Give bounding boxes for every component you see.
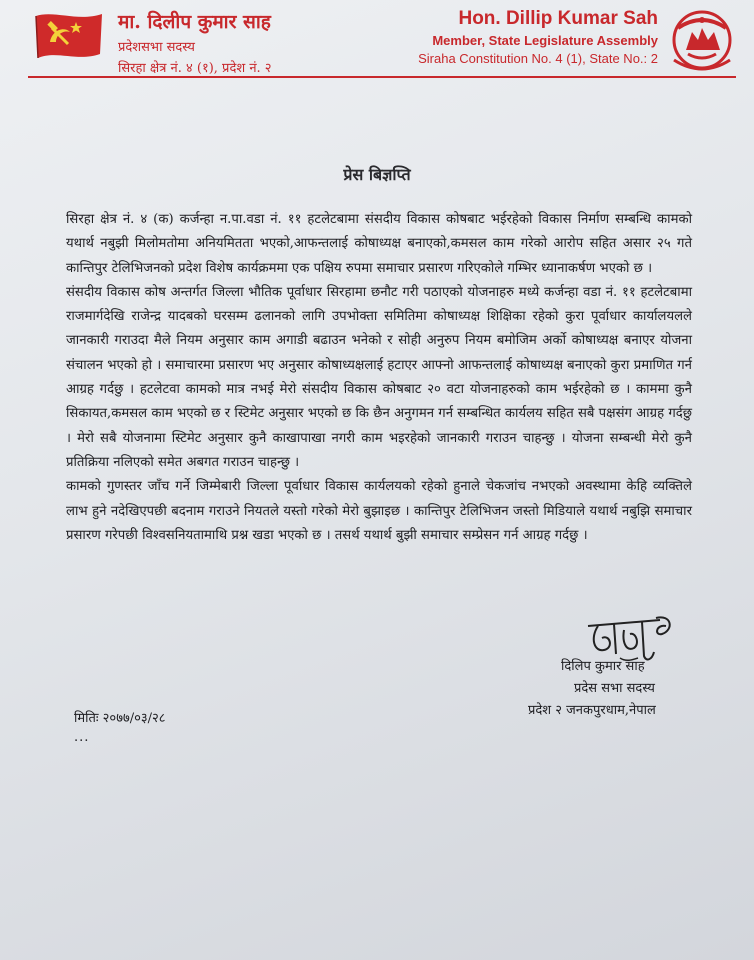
document-date: मितिः २०७७/०३/२८ — [74, 711, 166, 726]
member-name-nepali: मा. दिलीप कुमार साह — [118, 11, 271, 33]
trailing-ellipsis: ... — [74, 730, 90, 745]
signatory-location: प्रदेश २ जनकपुरधाम,नेपाल — [528, 703, 656, 718]
signatory-name: दिलिप कुमार साह — [561, 659, 645, 674]
hammer-sickle-flag-icon — [34, 10, 104, 68]
press-release-body — [66, 208, 692, 548]
member-name-english: Hon. Dillip Kumar Sah — [458, 8, 658, 29]
paragraph-2: संसदीय विकास कोष अन्तर्गत जिल्ला भौतिक पूर्वाधार सिरहामा छनौट गरी पठाएको योजनाहरु मध्ये कर्जन्हा वडा नं. ११ हटलेटबामा राजमार्गदेखि राजेन्द्र यादबको घरसम्म ढलानको लागि उपभोक्ता समितिमा कोषाध्यक्ष शिक्षिका रहेको कुरा पूर्वाधार कार्यालयलले जानकारी गराउदा मैले नियम अनुसार काम अगाडी बढाउन भनेको र सोही अनुरुप नियम बमोजिम अर्को कोषाध्यक्ष बनाएर योजना संचालन भएको हो । समाचारमा प्रसारण भए अनुसार कोषाध्यक्षलाई हटाएर आफ्नो आफन्तलाई कोषाध्यक्ष बनाएको कुरा प्रमाणित गर्न आग्रह गर्दछु । हटलेटवा कामको मात्र नभई मेरो संसदीय विकास कोषबाट २० वटा योजनाहरुको काम भईरहेको छ । काममा कुनै सिकायत,कमसल काम भएको छ र स्टिमेट अनुसार भएको छ कि छैन अनुगमन गर्न सम्बन्धित कार्यलय सहित सबै पक्षसंग आग्रह गर्दछु । मेरो सबै योजनामा स्टिमेट अनुसार कुनै काखापाखा नगरी काम भइरहेको जानकारी गराउन चाहन्छु । योजना सम्बन्धी मेरो कुनै प्रतिक्रिया नलिएको समेत अबगत गराउन चाहन्छु । — [66, 284, 692, 470]
paragraph-1: सिरहा क्षेत्र नं. ४ (क) कर्जन्हा न.पा.वडा नं. ११ हटलेटबामा संसदीय विकास कोषबाट भईरहेको विकास निर्माण सम्बन्धि कामको यथार्थ नबुझी मिलोमतोमा अनियमितता भएको,आफन्तलाई कोषाध्यक्ष बनाएको,कमसल काम गरेको आरोप सहित असार २५ गते कान्तिपुर टेलिभिजनको प्रदेश विशेष कार्यक्रममा एक पक्षिय रुपमा समाचार प्रसारण गरिएकोले गम्भिर ध्यानाकर्षण भएको छ । — [66, 212, 692, 276]
document-title: प्रेस बिज्ञप्ति — [343, 165, 411, 184]
signatory-role: प्रदेस सभा सदस्य — [574, 681, 655, 696]
member-role-english: Member, State Legislature Assembly — [432, 33, 658, 48]
header-nepali — [118, 8, 338, 76]
constituency-english: Siraha Constitution No. 4 (1), State No.: 2 — [418, 51, 658, 66]
nepal-emblem-icon — [668, 6, 736, 74]
header-english — [358, 8, 658, 66]
header-divider — [28, 76, 736, 78]
paragraph-3: कामको गुणस्तर जाँच गर्ने जिम्मेबारी जिल्ला पूर्वाधार विकास कार्यलयको रहेको हुनाले चेकजांच नभएको अवस्थामा केहि व्यक्तिले लाभ हुने नदेखिएपछी बदनाम गराउने नियतले यस्तो गरेको मेरो बुझाइछ । कान्तिपुर टेलिभिजन जस्तो मिडियाले यथार्थ नबुझि समाचार प्रसारण गरेपछी विश्वसनियतामाथि प्रश्न खडा भएको छ । तसर्थ यथार्थ बुझी समाचार सम्प्रेसन गर्न आग्रह गर्दछु । — [66, 479, 692, 543]
constituency-nepali: सिरहा क्षेत्र नं. ४ (१), प्रदेश नं. २ — [118, 61, 272, 76]
signature-block — [528, 656, 698, 722]
member-role-nepali: प्रदेशसभा सदस्य — [118, 40, 195, 55]
